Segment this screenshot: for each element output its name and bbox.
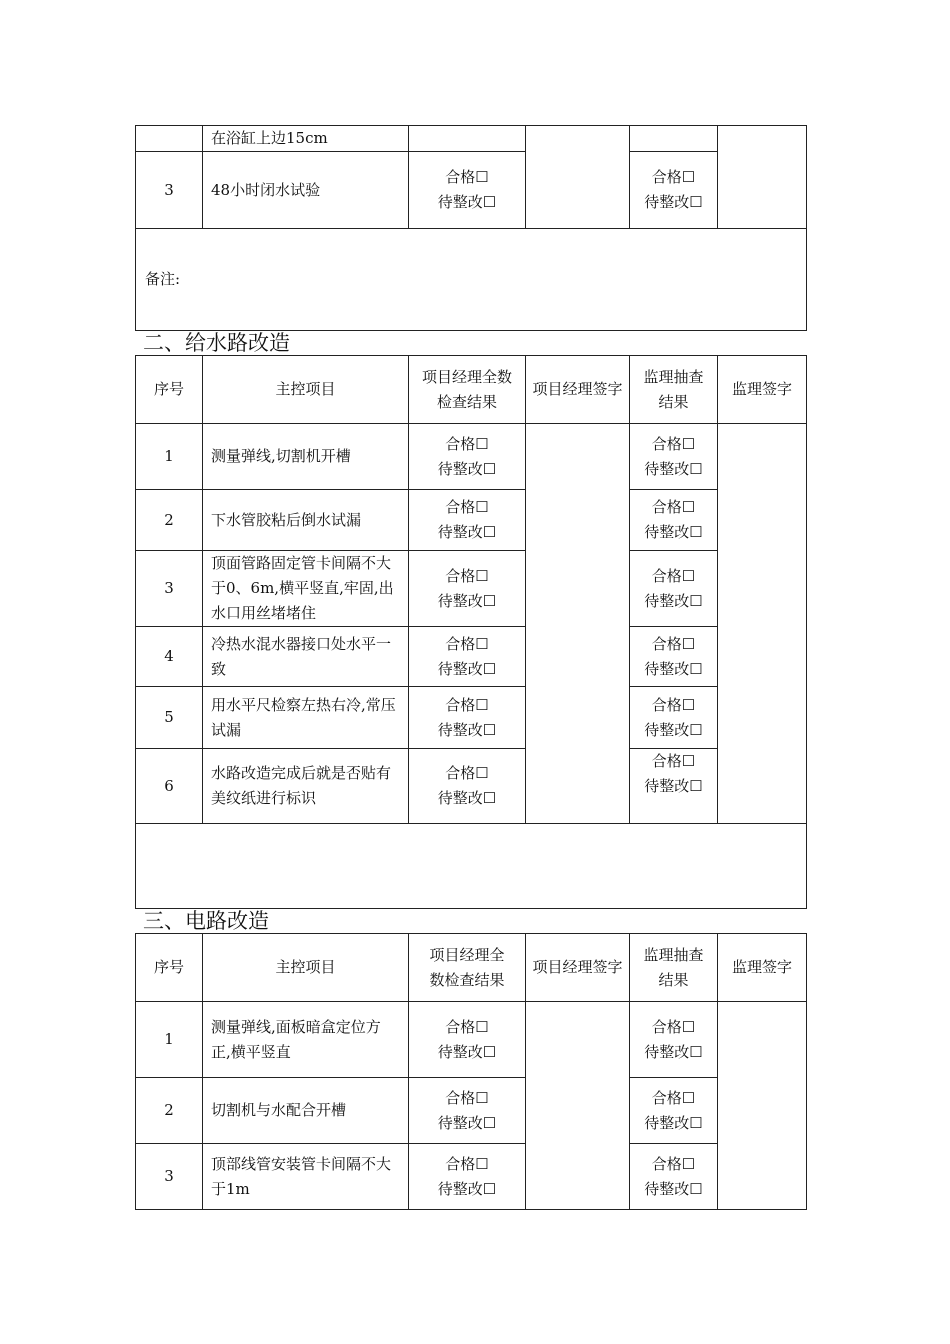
pm-result-cell — [409, 749, 526, 824]
seq-cell: 1 — [136, 1002, 203, 1078]
remark-cell — [136, 824, 807, 909]
header-pm-check: 项目经理全数检查结果 — [409, 934, 526, 1002]
supervisor-result-cell — [630, 424, 718, 490]
item-cell: 48小时闭水试验 — [203, 152, 409, 229]
rectify-checkbox[interactable]: 待整改☐ — [644, 720, 703, 739]
item-cell: 水路改造完成后就是否贴有美纹纸进行标识 — [203, 749, 409, 824]
supervisor-result-cell — [630, 687, 718, 749]
rectify-checkbox[interactable]: 待整改☐ — [644, 1042, 703, 1061]
item-cell: 测量弹线,面板暗盒定位方正,横平竖直 — [203, 1002, 409, 1078]
table-row — [136, 627, 807, 687]
table-row — [136, 490, 807, 551]
electrical-table — [135, 933, 807, 1210]
pm-result-cell — [409, 627, 526, 687]
header-supervisor-sign: 监理签字 — [718, 356, 807, 424]
item-cell: 测量弹线,切割机开槽 — [203, 424, 409, 490]
pm-result-cell — [409, 1078, 526, 1144]
rectify-checkbox[interactable]: 待整改☐ — [437, 1179, 497, 1198]
header-item: 主控项目 — [203, 934, 409, 1002]
table-row — [136, 1002, 807, 1078]
seq-cell: 2 — [136, 490, 203, 551]
table-row — [136, 1144, 807, 1210]
item-cell: 冷热水混水器接口处水平一致 — [203, 627, 409, 687]
pass-checkbox[interactable]: 合格☐ — [651, 634, 696, 653]
seq-cell: 1 — [136, 424, 203, 490]
header-pm-check: 项目经理全数检查结果 — [409, 356, 526, 424]
pm-result-cell — [409, 424, 526, 490]
table-row — [136, 424, 807, 490]
pass-checkbox[interactable]: 合格☐ — [445, 1154, 489, 1173]
seq-cell: 3 — [136, 551, 203, 627]
supervisor-result-cell — [630, 490, 718, 551]
item-cell: 顶面管路固定管卡间隔不大于0、6m,横平竖直,牢固,出水口用丝堵堵住 — [203, 551, 409, 627]
supervisor-result-cell — [630, 1002, 718, 1078]
seq-cell: 3 — [136, 152, 203, 229]
section-title: 三、电路改造 — [143, 909, 269, 933]
pass-checkbox[interactable]: 合格☐ — [651, 1154, 696, 1173]
rectify-checkbox[interactable]: 待整改☐ — [437, 591, 497, 610]
table-row — [136, 687, 807, 749]
pass-checkbox[interactable]: 合格☐ — [445, 695, 489, 714]
rectify-checkbox[interactable]: 待整改☐ — [437, 1042, 497, 1061]
header-supervisor-check: 监理抽查结果 — [630, 356, 718, 424]
supervisor-result-cell — [630, 627, 718, 687]
pm-result-cell — [409, 490, 526, 551]
pass-checkbox[interactable]: 合格☐ — [651, 752, 696, 770]
pm-sign-cell — [526, 126, 630, 229]
header-seq: 序号 — [136, 356, 203, 424]
pass-checkbox[interactable]: 合格☐ — [445, 498, 489, 516]
table-continuation — [135, 125, 807, 331]
rectify-checkbox[interactable]: 待整改☐ — [437, 789, 497, 807]
pm-result-cell — [409, 687, 526, 749]
pass-checkbox[interactable]: 合格☐ — [651, 1017, 696, 1036]
rectify-checkbox[interactable]: 待整改☐ — [437, 459, 497, 478]
supervisor-sign-cell — [718, 424, 807, 824]
pass-checkbox[interactable]: 合格☐ — [445, 434, 489, 453]
pass-checkbox[interactable]: 合格☐ — [651, 498, 696, 516]
rectify-checkbox[interactable]: 待整改☐ — [437, 659, 497, 678]
header-supervisor-sign: 监理签字 — [718, 934, 807, 1002]
supervisor-result-cell — [630, 551, 718, 627]
pass-checkbox[interactable]: 合格☐ — [651, 566, 696, 585]
remark-cell: 备注: — [136, 229, 807, 331]
header-seq: 序号 — [136, 934, 203, 1002]
pass-checkbox[interactable]: 合格☐ — [651, 168, 696, 186]
supervisor-sign-cell — [718, 1002, 807, 1210]
remark-row — [136, 229, 807, 331]
seq-cell: 5 — [136, 687, 203, 749]
rectify-checkbox[interactable]: 待整改☐ — [644, 1179, 703, 1198]
supervisor-result-cell — [630, 1078, 718, 1144]
rectify-checkbox[interactable]: 待整改☐ — [644, 459, 703, 478]
rectify-checkbox[interactable]: 待整改☐ — [437, 720, 497, 739]
table-row — [136, 749, 807, 824]
table-header-row — [136, 356, 807, 424]
remark-row — [136, 824, 807, 909]
seq-cell: 6 — [136, 749, 203, 824]
supervisor-result-cell — [630, 1144, 718, 1210]
rectify-checkbox[interactable]: 待整改☐ — [644, 777, 703, 795]
item-cell: 用水平尺检察左热右冷,常压试漏 — [203, 687, 409, 749]
seq-cell — [136, 126, 203, 152]
rectify-checkbox[interactable]: 待整改☐ — [437, 523, 497, 541]
pm-sign-cell — [526, 1002, 630, 1210]
rectify-checkbox[interactable]: 待整改☐ — [644, 659, 703, 678]
table-row — [136, 126, 807, 152]
table-row — [136, 551, 807, 627]
supervisor-result-cell — [630, 152, 718, 229]
pass-checkbox[interactable]: 合格☐ — [445, 764, 489, 782]
water-pipe-table — [135, 355, 807, 909]
pm-result-cell — [409, 1002, 526, 1078]
item-cell: 顶部线管安装管卡间隔不大于1m — [203, 1144, 409, 1210]
pm-result-cell — [409, 1144, 526, 1210]
seq-cell: 4 — [136, 627, 203, 687]
pm-result-cell — [409, 126, 526, 152]
supervisor-sign-cell — [718, 126, 807, 229]
rectify-checkbox[interactable]: 待整改☐ — [644, 523, 703, 541]
pass-checkbox[interactable]: 合格☐ — [651, 1088, 696, 1107]
pass-checkbox[interactable]: 合格☐ — [445, 566, 489, 585]
seq-cell: 2 — [136, 1078, 203, 1144]
pass-checkbox[interactable]: 合格☐ — [445, 1017, 489, 1036]
table-row — [136, 1078, 807, 1144]
seq-cell: 3 — [136, 1144, 203, 1210]
rectify-checkbox[interactable]: 待整改☐ — [437, 1113, 497, 1132]
header-supervisor-check: 监理抽查结果 — [630, 934, 718, 1002]
pm-result-cell — [409, 152, 526, 229]
pm-result-cell — [409, 551, 526, 627]
rectify-checkbox[interactable]: 待整改☐ — [644, 591, 703, 610]
header-pm-sign: 项目经理签字 — [526, 934, 630, 1002]
pass-checkbox[interactable]: 合格☐ — [445, 634, 489, 653]
header-item: 主控项目 — [203, 356, 409, 424]
rectify-checkbox[interactable]: 待整改☐ — [644, 193, 703, 211]
rectify-checkbox[interactable]: 待整改☐ — [644, 1113, 703, 1132]
pass-checkbox[interactable]: 合格☐ — [651, 434, 696, 453]
pass-checkbox[interactable]: 合格☐ — [651, 695, 696, 714]
item-cell: 在浴缸上边15cm — [203, 126, 409, 152]
pass-checkbox[interactable]: 合格☐ — [445, 168, 489, 186]
table-header-row — [136, 934, 807, 1002]
section-title: 二、给水路改造 — [143, 331, 290, 355]
pm-sign-cell — [526, 424, 630, 824]
supervisor-result-cell — [630, 126, 718, 152]
supervisor-result-cell — [630, 749, 718, 824]
rectify-checkbox[interactable]: 待整改☐ — [437, 193, 497, 211]
table-row — [136, 152, 807, 229]
header-pm-sign: 项目经理签字 — [526, 356, 630, 424]
item-cell: 切割机与水配合开槽 — [203, 1078, 409, 1144]
pass-checkbox[interactable]: 合格☐ — [445, 1088, 489, 1107]
item-cell: 下水管胶粘后倒水试漏 — [203, 490, 409, 551]
